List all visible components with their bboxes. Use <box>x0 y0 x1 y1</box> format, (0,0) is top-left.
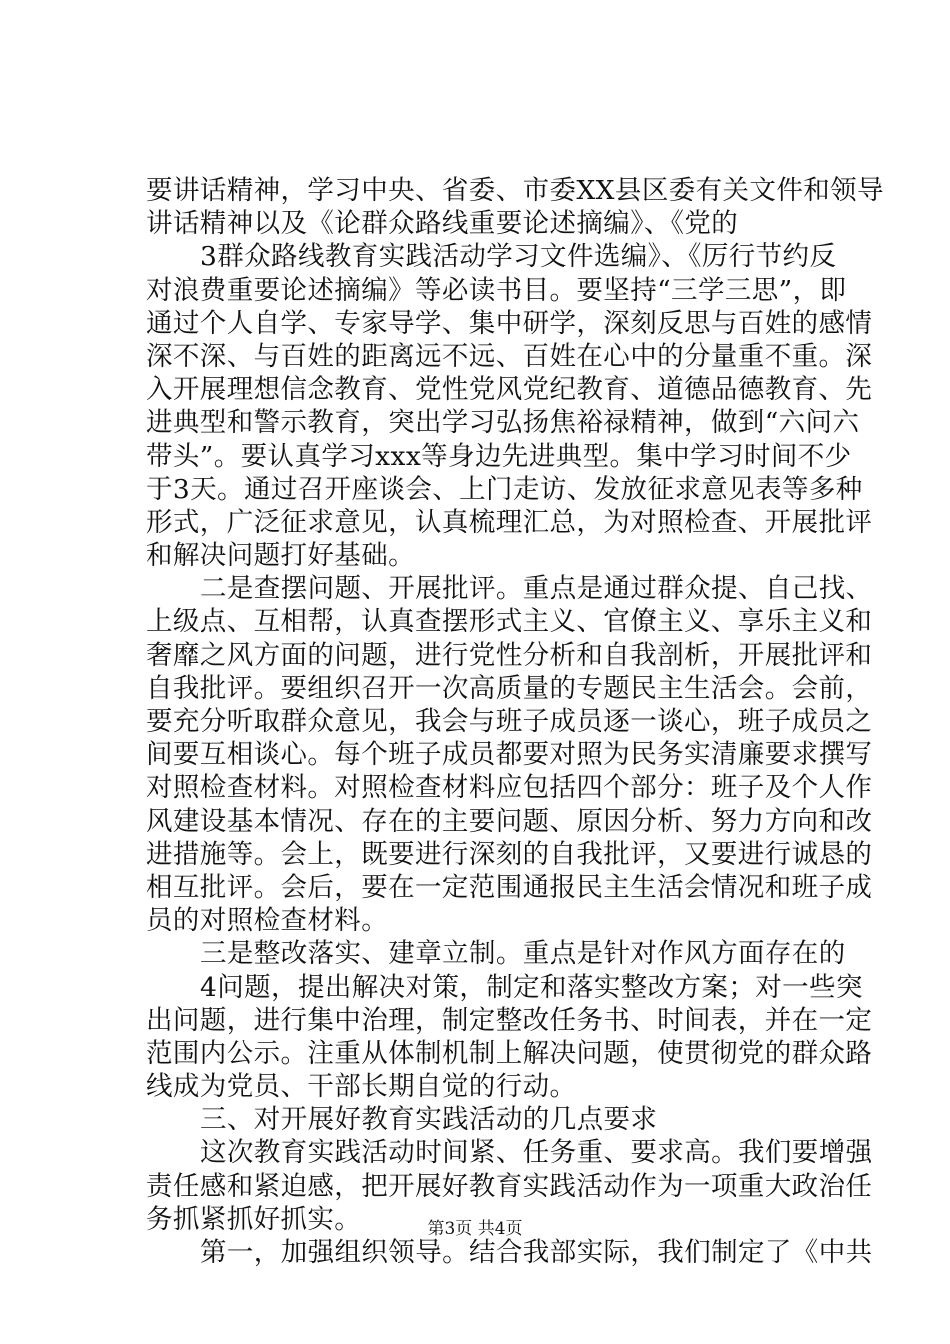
paragraph-start-line: 这次教育实践活动时间紧、任务重、要求高。我们要增强 <box>200 1137 873 1169</box>
text-line: 要讲话精神，学习中央、省委、市委XX县区委有关文件和领导 <box>146 175 884 206</box>
text-line: 进典型和警示教育，突出学习弘扬焦裕禄精神，做到“六问六 <box>146 407 860 439</box>
text-line: 和解决问题打好基础。 <box>146 540 415 572</box>
text-line: 4问题，提出解决对策，制定和落实整改方案；对一些突 <box>200 971 863 1003</box>
text-line: 责任感和紧迫感，把开展好教育实践活动作为一项重大政治任 <box>146 1170 873 1202</box>
text-line: 相互批评。会后，要在一定范围通报民主生活会情况和班子成 <box>146 871 873 903</box>
text-line: 员的对照检查材料。 <box>146 905 389 937</box>
text-line: 对照检查材料。对照检查材料应包括四个部分：班子及个人作 <box>146 772 873 804</box>
text-line: 带头”。要认真学习xxx等身边先进典型。集中学习时间不少 <box>146 440 852 472</box>
text-line: 通过个人自学、专家导学、集中研学，深刻反思与百姓的感情 <box>146 307 873 339</box>
text-line: 入开展理想信念教育、党性党风党纪教育、道德品德教育、先 <box>146 374 873 406</box>
section-heading: 三、对开展好教育实践活动的几点要求 <box>200 1104 658 1136</box>
text-line: 形式，广泛征求意见，认真梳理汇总，为对照检查、开展批评 <box>146 506 873 538</box>
page-number-footer: 第3页 共4页 <box>427 1219 523 1239</box>
text-line: 讲话精神以及《论群众路线重要论述摘编》、《党的 <box>146 208 739 240</box>
text-line: 进措施等。会上，既要进行深刻的自我批评，又要进行诚恳的 <box>146 838 873 870</box>
paragraph-start-line: 三是整改落实、建章立制。重点是针对作风方面存在的 <box>200 938 846 970</box>
paragraph-start-line: 二是查摆问题、开展批评。重点是通过群众提、自己找、 <box>200 573 873 605</box>
paragraph-start-line: 第一，加强组织领导。结合我部实际，我们制定了《中共 <box>200 1237 873 1268</box>
text-line: 上级点、互相帮，认真查摆形式主义、官僚主义、享乐主义和 <box>146 606 873 638</box>
text-line: 3群众路线教育实践活动学习文件选编》、《厉行节约反 <box>200 241 837 273</box>
document-body <box>146 174 884 1269</box>
text-line: 对浪费重要论述摘编》等必读书目。要坚持“三学三思”，即 <box>146 274 847 306</box>
text-line: 自我批评。要组织召开一次高质量的专题民主生活会。会前， <box>146 672 873 704</box>
text-line: 深不深、与百姓的距离远不远、百姓在心中的分量重不重。深 <box>146 340 873 372</box>
text-line: 于3天。通过召开座谈会、上门走访、发放征求意见表等多种 <box>146 473 863 505</box>
text-line: 线成为党员、干部长期自觉的行动。 <box>146 1071 577 1103</box>
text-line: 范围内公示。注重从体制机制上解决问题，使贯彻党的群众路 <box>146 1037 873 1069</box>
text-line: 风建设基本情况、存在的主要问题、原因分析、努力方向和改 <box>146 805 873 837</box>
text-line: 奢靡之风方面的问题，进行党性分析和自我剖析，开展批评和 <box>146 639 873 671</box>
text-line: 出问题，进行集中治理，制定整改任务书、时间表，并在一定 <box>146 1004 873 1036</box>
text-line: 间要互相谈心。每个班子成员都要对照为民务实清廉要求撰写 <box>146 739 873 771</box>
text-line: 务抓紧抓好抓实。 <box>146 1203 362 1235</box>
text-line: 要充分听取群众意见，我会与班子成员逐一谈心，班子成员之 <box>146 706 873 737</box>
